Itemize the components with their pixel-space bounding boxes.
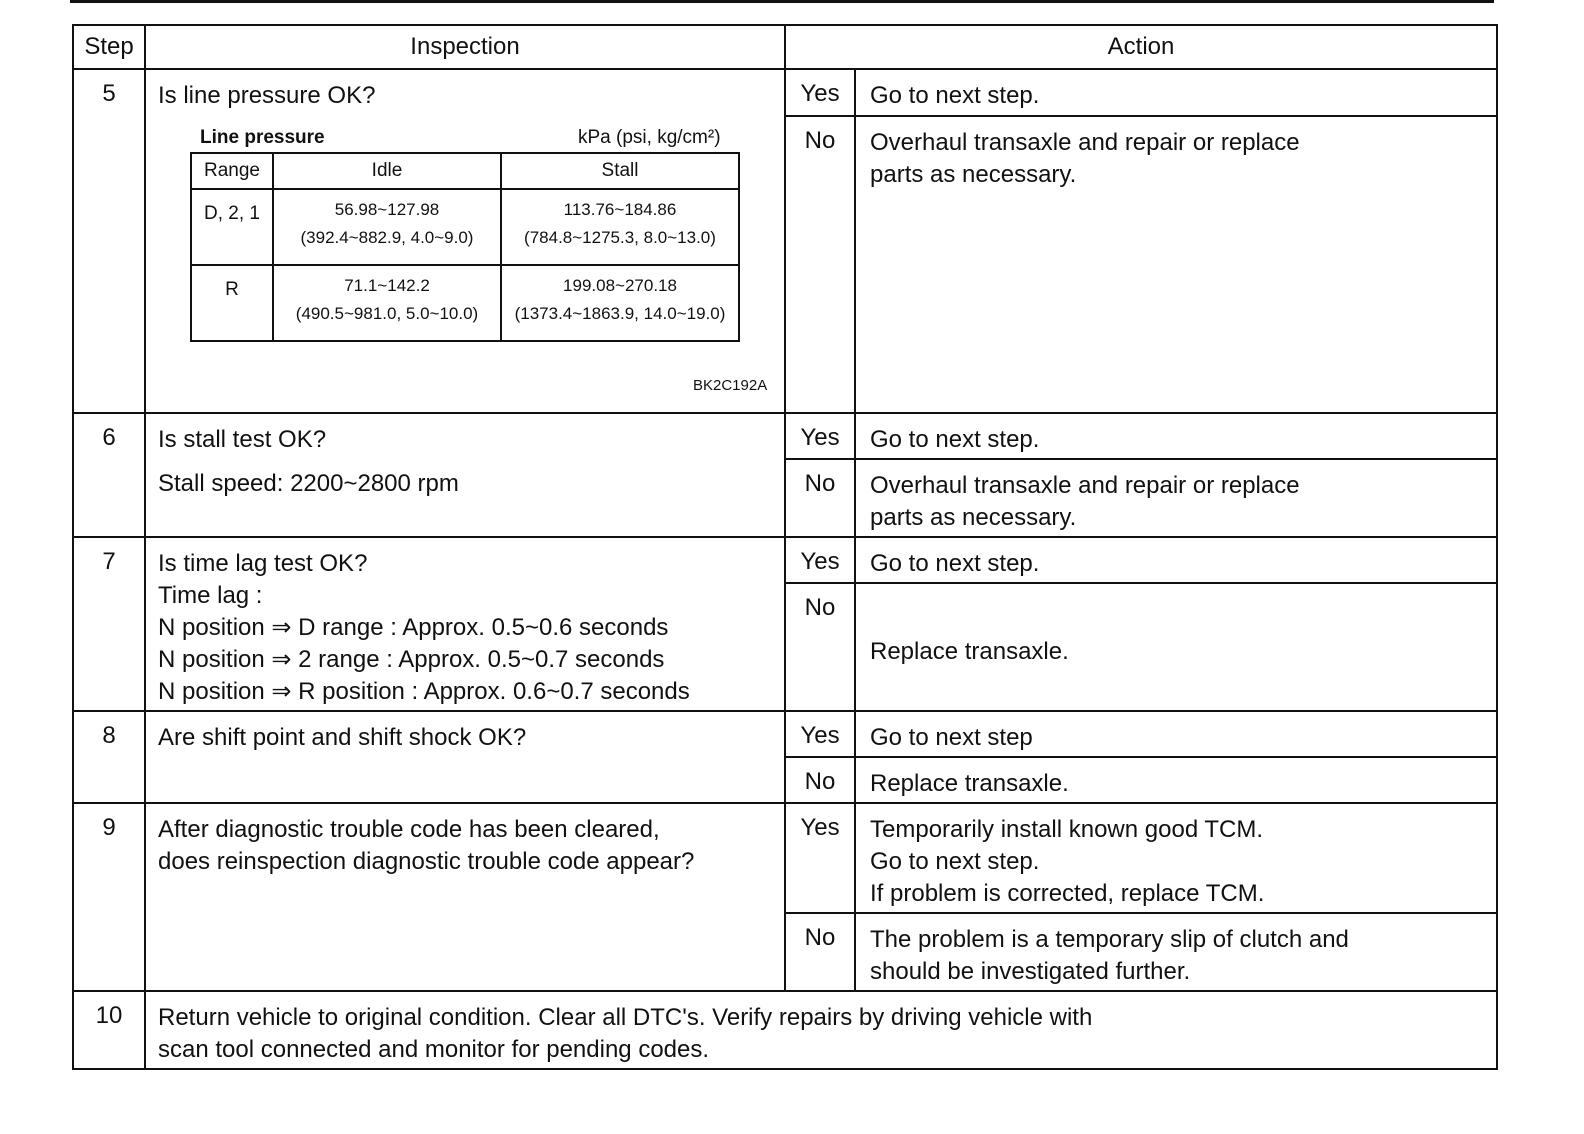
yes-action — [855, 711, 1497, 757]
yes-action — [855, 803, 1497, 913]
header-inspection: Inspection — [145, 25, 785, 69]
action-text: Go to next step. — [870, 848, 1040, 875]
stall-value-alt: (1373.4~1863.9, 14.0~19.0) — [514, 304, 726, 323]
line-pressure-row — [191, 189, 739, 265]
line-pressure-table — [190, 152, 740, 342]
step-5-yes-row — [73, 69, 1497, 116]
figure-code: BK2C192A — [693, 377, 768, 394]
step-10-row — [73, 991, 1497, 1069]
step-number: 8 — [73, 711, 145, 803]
action-text: Go to next step. — [870, 426, 1040, 453]
col-idle: Idle — [273, 153, 501, 189]
figure-title: Line pressure — [200, 127, 325, 148]
yes-label: Yes — [785, 413, 855, 459]
range-cell: D, 2, 1 — [191, 189, 273, 265]
step-7-inspection — [145, 537, 785, 711]
inspection-spec: N position ⇒ 2 range : Approx. 0.5~0.7 seconds — [158, 646, 665, 673]
action-text: Overhaul transaxle and repair or replace — [870, 472, 1300, 499]
idle-cell — [273, 189, 501, 265]
header-step: Step — [73, 25, 145, 69]
action-text: Go to next step. — [870, 82, 1040, 109]
no-action — [855, 913, 1497, 991]
action-text: Temporarily install known good TCM. — [870, 816, 1264, 843]
step-number: 5 — [73, 69, 145, 413]
diagnostic-table — [72, 24, 1498, 1070]
inspection-spec: Time lag : — [158, 582, 263, 609]
no-label: No — [785, 583, 855, 711]
action-text: Go to next step. — [870, 550, 1040, 577]
step-6-yes-row — [73, 413, 1497, 459]
inspection-spec: Stall speed: 2200~2800 rpm — [158, 470, 459, 497]
step-9-inspection — [145, 803, 785, 991]
action-text: should be investigated further. — [870, 958, 1191, 985]
yes-label: Yes — [785, 711, 855, 757]
action-text: Replace transaxle. — [870, 770, 1069, 797]
no-action — [855, 459, 1497, 537]
col-stall: Stall — [501, 153, 739, 189]
header-row — [73, 25, 1497, 69]
inspection-question: Are shift point and shift shock OK? — [158, 724, 527, 751]
stall-cell — [501, 265, 739, 341]
col-range: Range — [191, 153, 273, 189]
action-text: parts as necessary. — [870, 504, 1077, 531]
yes-label: Yes — [785, 69, 855, 116]
idle-value: 71.1~142.2 — [344, 276, 430, 295]
yes-action — [855, 69, 1497, 116]
line-pressure-header — [191, 153, 739, 189]
line-pressure-row — [191, 265, 739, 341]
inspection-question: Is time lag test OK? — [158, 550, 368, 577]
inspection-spec: N position ⇒ R position : Approx. 0.6~0.7 seconds — [158, 678, 690, 705]
yes-action — [855, 537, 1497, 583]
action-text: parts as necessary. — [870, 160, 1077, 188]
stall-value-alt: (784.8~1275.3, 8.0~13.0) — [524, 228, 716, 247]
no-label: No — [785, 116, 855, 413]
inspection-question: does reinspection diagnostic trouble code appear? — [158, 848, 695, 875]
step-6-inspection — [145, 413, 785, 537]
no-label: No — [785, 459, 855, 537]
step-8-inspection — [145, 711, 785, 803]
step-8-yes-row — [73, 711, 1497, 757]
idle-value-alt: (392.4~882.9, 4.0~9.0) — [300, 228, 474, 247]
final-instruction: Return vehicle to original condition. Clear all DTC's. Verify repairs by driving vehicle with — [158, 1004, 1093, 1031]
no-label: No — [785, 757, 855, 803]
no-action — [855, 116, 1497, 413]
no-action — [855, 757, 1497, 803]
stall-value: 113.76~184.86 — [563, 200, 677, 219]
header-action: Action — [785, 25, 1497, 69]
action-text: The problem is a temporary slip of clutch and — [870, 926, 1349, 953]
no-action — [855, 583, 1497, 711]
inspection-question: Is stall test OK? — [158, 426, 327, 453]
stall-cell — [501, 189, 739, 265]
step-7-yes-row — [73, 537, 1497, 583]
step-number: 10 — [73, 991, 145, 1069]
idle-cell — [273, 265, 501, 341]
action-text: Overhaul transaxle and repair or replace — [870, 128, 1300, 156]
inspection-question: After diagnostic trouble code has been cleared, — [158, 816, 660, 843]
action-text: Replace transaxle. — [870, 638, 1069, 665]
yes-label: Yes — [785, 803, 855, 913]
figure-unit: kPa (psi, kg/cm²) — [578, 127, 721, 148]
step-5-inspection — [145, 69, 785, 413]
range-cell: R — [191, 265, 273, 341]
line-pressure-figure — [158, 112, 772, 412]
step-number: 6 — [73, 413, 145, 537]
idle-value: 56.98~127.98 — [334, 200, 440, 219]
action-text: If problem is corrected, replace TCM. — [870, 880, 1265, 907]
step-9-yes-row — [73, 803, 1497, 913]
step-number: 7 — [73, 537, 145, 711]
inspection-question: Is line pressure OK? — [158, 82, 376, 109]
final-instruction: scan tool connected and monitor for pending codes. — [158, 1036, 710, 1063]
step-10-text — [145, 991, 1497, 1069]
action-text: Go to next step — [870, 724, 1033, 751]
top-rule — [70, 0, 1494, 3]
idle-value-alt: (490.5~981.0, 5.0~10.0) — [295, 304, 479, 323]
no-label: No — [785, 913, 855, 991]
stall-value: 199.08~270.18 — [563, 276, 677, 295]
inspection-spec: N position ⇒ D range : Approx. 0.5~0.6 seconds — [158, 614, 669, 641]
step-number: 9 — [73, 803, 145, 991]
yes-label: Yes — [785, 537, 855, 583]
yes-action — [855, 413, 1497, 459]
